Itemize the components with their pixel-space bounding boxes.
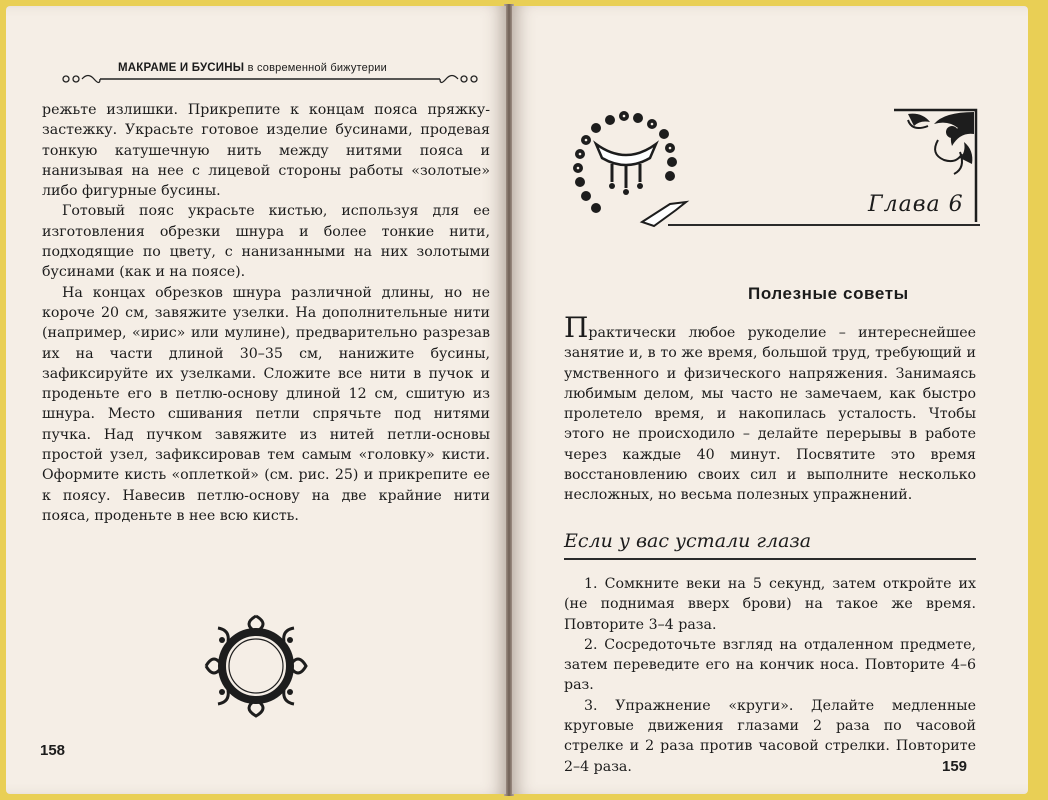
intro-paragraph xyxy=(564,311,976,506)
left-body-text xyxy=(42,100,490,526)
subheading: Если у вас устали глаза xyxy=(564,530,812,552)
subheading-rule xyxy=(564,558,976,560)
chapter-rule xyxy=(668,224,980,226)
drop-cap: П xyxy=(564,311,589,344)
intro-text: рактически любое рукоделие – интереснейшее занятие и, в то же время, большой труд, требующий и умственного и физического напряжения. Занимаясь любимым делом, мы часто не замечаем, как быстро пролетело время, и накопилась усталость. Чтобы этого не происходило – делайте перерывы в работе через каждые 40 минут. Посвятите это время восстановлению своих сил и выполните несколько несложных, но весьма полезных упражнений. xyxy=(564,325,976,504)
page-number-right: 159 xyxy=(942,758,968,775)
necklace-icon xyxy=(566,110,692,230)
chapter-label: Глава 6 xyxy=(868,192,964,217)
vine-rule-icon xyxy=(60,72,480,86)
left-page xyxy=(6,6,506,794)
paragraph: Готовый пояс украсьте кистью, используя для ее изготовления обрезки шнура и более тонкие нити, подходящие по цвету, с нанизанными на них золотыми бусинами (как и на поясе). xyxy=(42,203,490,281)
floral-circle-icon xyxy=(200,610,312,722)
right-page xyxy=(512,6,1028,794)
running-head-title: МАКРАМЕ И БУСИНЫ xyxy=(118,62,245,74)
exercise-list xyxy=(564,574,976,777)
paragraph: режьте излишки. Прикрепите к концам пояса пряжку-застежку. Украсьте готовое изделие бусинами, продевая тонкую катушечную нить между нитями пояса и нанизывая на нее с лицевой стороны работы «золотые» либо фигурные бусины. xyxy=(42,102,490,200)
page-number-left: 158 xyxy=(40,742,66,759)
running-head-subtitle: в современной бижутерии xyxy=(247,62,387,74)
paragraph: На концах обрезков шнура различной длины, но не короче 20 см, завяжите узелки. На дополнительные нити (например, «ирис» или мулине), предварительно разрезав их на части длиной 30–35 см, нанижите бусины, зафиксируйте их узелками. Сложите все нити в пучок и проденьте его в петлю-основу длиной 12 см, сшитую из шнура. Место сшивания петли спрячьте под нитями пучка. Над пучком завяжите из нитей петли-основы простой узел, зафиксировав тем самым «головку» кисти. Оформите кисть «оплеткой» (см. рис. 25) и прикрепите ее к поясу. Навесив петлю-основу на две крайние нити пояса, проденьте в нее всю кисть. xyxy=(42,284,490,524)
list-item: 1. Сомкните веки на 5 секунд, затем откройте их (не поднимая вверх брови) на такое же время. Повторите 3–4 раза. xyxy=(564,576,976,633)
list-item: 3. Упражнение «круги». Делайте медленные круговые движения глазами 2 раза по часовой стрелке и 2 раза против часовой стрелки. Повторите 2–4 раза. xyxy=(564,697,976,775)
list-item: 2. Сосредоточьте взгляд на отдаленном предмете, затем переведите его на кончик носа. Повторите 4–6 раз. xyxy=(564,636,976,694)
section-title: Полезные советы xyxy=(748,284,909,303)
